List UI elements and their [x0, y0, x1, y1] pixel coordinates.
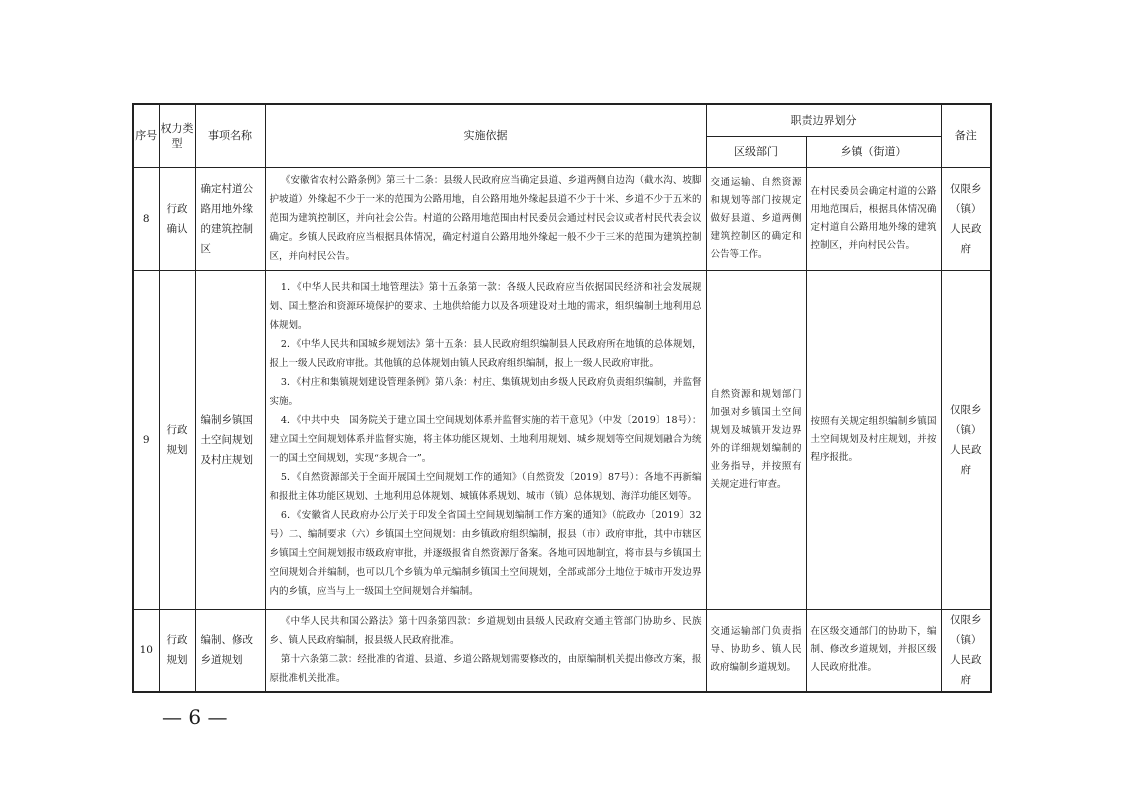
basis-paragraph: 2．《中华人民共和国城乡规划法》第十五条：县人民政府组织编制县人民政府所在地镇的总体规划，报上一级人民政府审批。其他镇的总体规划由镇人民政府组织编制，报上一级人民政府审批。	[269, 339, 702, 369]
row-name: 编制、修改乡道规划	[195, 609, 265, 692]
row-basis	[265, 609, 706, 692]
row-name: 确定村道公路用地外缘的建筑控制区	[195, 167, 265, 270]
table-row	[133, 270, 991, 609]
row-seq: 10	[133, 609, 159, 692]
row-seq: 8	[133, 167, 159, 270]
row-seq: 9	[133, 270, 159, 609]
header-basis: 实施依据	[265, 104, 706, 167]
basis-paragraph: 1．《中华人民共和国土地管理法》第十五条第一款：各级人民政府应当依据国民经济和社会发展规划、国土整治和资源环境保护的要求、土地供给能力以及各项建设对土地的需求，组织编制土地利用总体规划。	[269, 282, 702, 331]
header-district: 区级部门	[706, 136, 806, 167]
table-row	[133, 609, 991, 692]
row-township: 在区级交通部门的协助下，编制、修改乡道规划，并报区级人民政府批准。	[806, 609, 941, 692]
header-township: 乡镇（街道）	[806, 136, 941, 167]
table-row	[133, 167, 991, 270]
row-basis	[265, 270, 706, 609]
authority-table	[132, 103, 992, 693]
header-item-name: 事项名称	[195, 104, 265, 167]
basis-paragraph: 4．《中共中央 国务院关于建立国土空间规划体系并监督实施的若干意见》（中发〔2019〕18号）：建立国土空间规划体系并监督实施，将主体功能区规划、土地利用规划、城乡规划等空间规划融合为统一的国土空间规划，实现“多规合一”。	[269, 415, 702, 464]
page-number: — 6 —	[162, 705, 228, 729]
row-type: 行政规划	[159, 270, 195, 609]
header-responsibility: 职责边界划分	[706, 104, 941, 136]
row-remarks: 仅限乡（镇）人民政府	[941, 167, 991, 270]
header-remarks: 备注	[941, 104, 991, 167]
basis-paragraph: 《中华人民共和国公路法》第十四条第四款：乡道规划由县级人民政府交通主管部门协助乡、民族乡、镇人民政府编制，报县级人民政府批准。	[269, 616, 702, 647]
header-power-type: 权力类型	[159, 104, 195, 167]
row-district: 交通运输、自然资源和规划等部门按规定做好县道、乡道两侧建筑控制区的确定和公告等工作。	[706, 167, 806, 270]
basis-paragraph: 第十六条第二款：经批准的省道、县道、乡道公路规划需要修改的，由原编制机关提出修改方案，报原批准机关批准。	[269, 654, 702, 685]
basis-paragraph: 6．《安徽省人民政府办公厅关于印发全省国土空间规划编制工作方案的通知》（皖政办〔2019〕32号）二、编制要求（六）乡镇国土空间规划：由乡镇政府组织编制，报县（市）政府审批，其中市辖区乡镇国土空间规划报市级政府审批，并逐级报省自然资源厅备案。各地可因地制宜，将市县与乡镇国土空间规划合并编制，也可以几个乡镇为单元编制乡镇国土空间规划，全部或部分土地位于城市开发边界内的乡镇，应当与上一级国土空间规划合并编制。	[269, 510, 702, 597]
row-remarks: 仅限乡（镇）人民政府	[941, 609, 991, 692]
row-township: 按照有关规定组织编制乡镇国土空间规划及村庄规划，并按程序报批。	[806, 270, 941, 609]
row-district: 交通运输部门负责指导、协助乡、镇人民政府编制乡道规划。	[706, 609, 806, 692]
row-remarks: 仅限乡（镇）人民政府	[941, 270, 991, 609]
basis-paragraph: 5．《自然资源部关于全面开展国土空间规划工作的通知》（自然资发〔2019〕87号）：各地不再新编和报批主体功能区规划、土地利用总体规划、城镇体系规划、城市（镇）总体规划、海洋功能区划等。	[269, 472, 702, 502]
row-type: 行政规划	[159, 609, 195, 692]
row-type: 行政确认	[159, 167, 195, 270]
row-township: 在村民委员会确定村道的公路用地范围后，根据具体情况确定村道自公路用地外缘的建筑控制区，并向村民公告。	[806, 167, 941, 270]
basis-paragraph: 3．《村庄和集镇规划建设管理条例》第八条：村庄、集镇规划由乡级人民政府负责组织编制，并监督实施。	[269, 377, 702, 407]
row-district: 自然资源和规划部门加强对乡镇国土空间规划及城镇开发边界外的详细规划编制的业务指导，并按照有关规定进行审查。	[706, 270, 806, 609]
row-basis	[265, 167, 706, 270]
row-name: 编制乡镇国土空间规划及村庄规划	[195, 270, 265, 609]
basis-paragraph: 《安徽省农村公路条例》第三十二条：县级人民政府应当确定县道、乡道两侧自边沟（截水沟、坡脚护坡道）外缘起不少于一米的范围为公路用地，自公路用地外缘起县道不少于十米、乡道不少于五米的范围为建筑控制区，并向社会公告。村道的公路用地范围由村民委员会通过村民会议或者村民代表会议确定。乡镇人民政府应当根据具体情况，确定村道自公路用地外缘起一般不少于三米的范围为建筑控制区，并向村民公告。	[269, 175, 702, 262]
header-seq: 序号	[133, 104, 159, 167]
